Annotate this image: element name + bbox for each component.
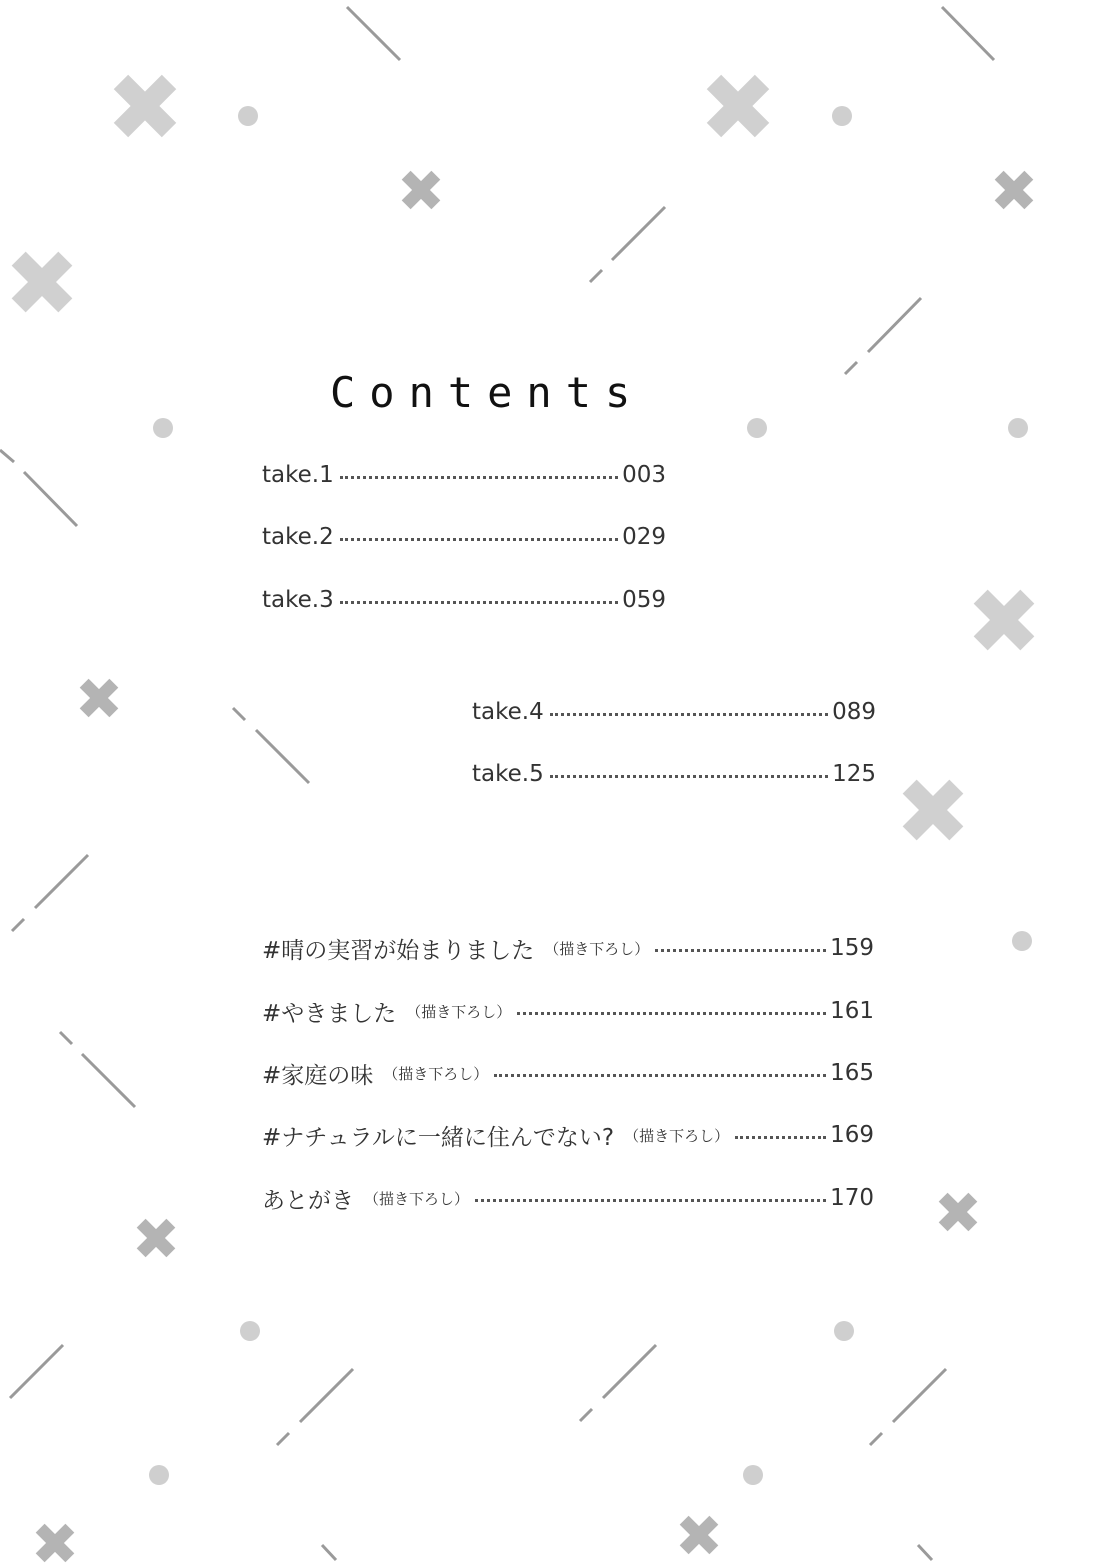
cross-shape	[25, 1513, 84, 1568]
toc-entry-page-number: 159	[830, 935, 874, 961]
toc-entry-take-4[interactable]	[472, 694, 876, 730]
toc-entry-page-number: 003	[622, 462, 666, 488]
cross-shape	[886, 763, 979, 856]
toc-entry-note: （描き下ろし）	[624, 1126, 730, 1145]
cross-shape	[984, 160, 1043, 219]
dotted-leader	[494, 1074, 826, 1077]
toc-entry-label: take.1	[262, 462, 334, 488]
dotted-leader	[475, 1199, 826, 1202]
toc-entry-note: （描き下ろし）	[364, 1189, 470, 1208]
toc-entry-page-number: 170	[830, 1185, 874, 1211]
toc-entry-extra-2[interactable]	[262, 993, 874, 1029]
dot-shape	[1012, 931, 1032, 951]
toc-entry-extra-3[interactable]	[262, 1055, 874, 1091]
dotted-leader	[655, 949, 826, 952]
toc-entry-take-2[interactable]	[262, 519, 666, 555]
toc-entry-extra-1[interactable]	[262, 930, 874, 966]
diagonal-line-shape	[256, 730, 309, 783]
toc-entry-take-1[interactable]	[262, 457, 666, 493]
diagonal-line-shape	[24, 472, 77, 526]
toc-entry-label: #ナチュラルに一緒に住んでない?	[262, 1124, 615, 1151]
dot-shape	[238, 106, 258, 126]
diagonal-line-shape	[347, 7, 400, 60]
diagonal-line-shape	[233, 708, 245, 720]
toc-entry-page-number: 165	[830, 1060, 874, 1086]
dot-shape	[834, 1321, 854, 1341]
toc-entry-afterword[interactable]	[262, 1180, 874, 1216]
dot-shape	[153, 418, 173, 438]
toc-entry-label: あとがき	[262, 1187, 354, 1214]
toc-entry-extra-4[interactable]	[262, 1117, 874, 1153]
cross-shape	[0, 235, 89, 328]
dot-shape	[832, 106, 852, 126]
dotted-leader	[340, 601, 618, 604]
dotted-leader	[340, 476, 618, 479]
toc-entry-note: （描き下ろし）	[544, 939, 650, 958]
diagonal-line-shape	[893, 1369, 946, 1422]
cross-shape	[69, 668, 128, 727]
toc-entry-note: （描き下ろし）	[406, 1002, 512, 1021]
diagonal-line-shape	[603, 1345, 656, 1398]
diagonal-line-shape	[868, 298, 921, 352]
toc-entry-label: take.4	[472, 699, 544, 725]
dotted-leader	[550, 713, 828, 716]
toc-entry-page-number: 059	[622, 587, 666, 613]
toc-entry-page-number: 169	[830, 1122, 874, 1148]
diagonal-line-shape	[82, 1054, 135, 1107]
dotted-leader	[517, 1012, 826, 1015]
dot-shape	[747, 418, 767, 438]
toc-entry-page-number: 161	[830, 998, 874, 1024]
cross-shape	[928, 1182, 987, 1241]
dotted-leader	[340, 538, 618, 541]
toc-entry-note: （描き下ろし）	[383, 1064, 489, 1083]
dot-shape	[149, 1465, 169, 1485]
diagonal-line-shape	[918, 1545, 932, 1560]
diagonal-line-shape	[845, 362, 857, 374]
dot-decorations	[149, 106, 1032, 1485]
diagonal-line-shape	[300, 1369, 353, 1422]
diagonal-line-shape	[612, 207, 665, 260]
diagonal-line-shape	[12, 919, 24, 931]
toc-entry-page-number: 029	[622, 524, 666, 550]
diagonal-line-shape	[322, 1545, 336, 1560]
diagonal-line-shape	[0, 450, 14, 462]
toc-entry-label: #やきました	[262, 1000, 397, 1027]
toc-entry-take-3[interactable]	[262, 582, 666, 618]
cross-shape	[391, 160, 450, 219]
diagonal-line-shape	[10, 1345, 63, 1398]
cross-shape	[126, 1208, 185, 1267]
toc-entry-label: #家庭の味	[262, 1062, 374, 1089]
cross-shape	[97, 58, 193, 154]
dotted-leader	[735, 1136, 826, 1139]
toc-entry-label: take.3	[262, 587, 334, 613]
dotted-leader	[550, 775, 828, 778]
cross-shape	[957, 573, 1050, 666]
cross-decorations	[0, 58, 1051, 1568]
toc-entry-page-number: 125	[832, 761, 876, 787]
toc-entry-label: take.5	[472, 761, 544, 787]
diagonal-line-shape	[60, 1032, 72, 1044]
diagonal-line-shape	[35, 855, 88, 908]
toc-entry-take-5[interactable]	[472, 756, 876, 792]
diagonal-line-shape	[590, 270, 602, 282]
toc-entry-page-number: 089	[832, 699, 876, 725]
toc-entry-label: #晴の実習が始まりました	[262, 937, 535, 964]
dot-shape	[1008, 418, 1028, 438]
cross-shape	[669, 1505, 728, 1564]
dot-shape	[240, 1321, 260, 1341]
toc-entry-label: take.2	[262, 524, 334, 550]
cross-shape	[690, 58, 786, 154]
dot-shape	[743, 1465, 763, 1485]
page-title: Contents	[330, 368, 645, 418]
diagonal-line-shape	[580, 1409, 592, 1421]
diagonal-line-shape	[870, 1433, 882, 1445]
diagonal-line-shape	[942, 7, 994, 60]
diagonal-line-shape	[277, 1433, 289, 1445]
